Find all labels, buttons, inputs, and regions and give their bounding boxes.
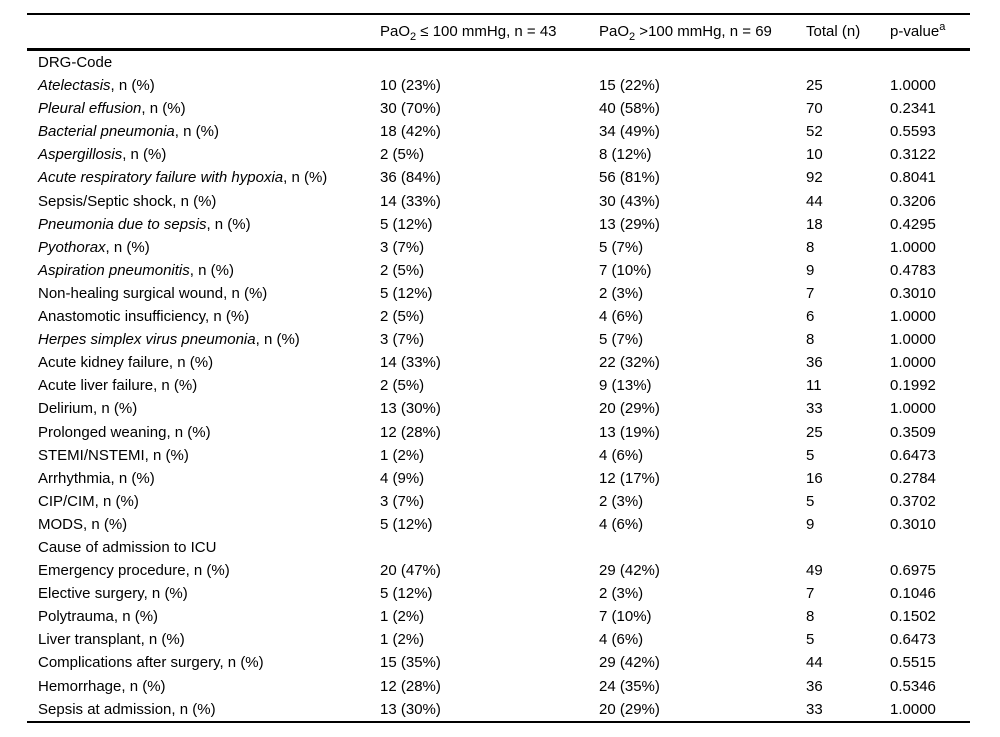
total-cell: 7 — [806, 284, 815, 302]
row-label-suffix: , n (%) — [172, 192, 217, 210]
group1-cell: 5 (12%) — [380, 585, 433, 603]
group2-cell: 13 (29%) — [599, 215, 660, 233]
table-row — [27, 582, 970, 605]
row-label — [27, 397, 380, 420]
group2-cell: 40 (58%) — [599, 100, 660, 118]
header-group2 — [599, 23, 806, 43]
group1-cell: 5 (12%) — [380, 284, 433, 302]
pvalue-cell: 0.2784 — [890, 469, 936, 487]
condition-name: Pyothorax — [38, 238, 106, 256]
header-pvalue-superscript: a — [939, 21, 946, 33]
total-cell: 33 — [806, 400, 823, 418]
total-cell: 25 — [806, 423, 823, 441]
group1-cell: 36 (84%) — [380, 169, 441, 187]
pvalue-cell: 0.3010 — [890, 515, 936, 533]
table-row — [27, 675, 970, 698]
header-group2-base: PaO — [599, 23, 630, 40]
group2-cell: 4 (6%) — [599, 515, 644, 533]
row-label-suffix: , n (%) — [122, 146, 167, 164]
group1-cell: 15 (35%) — [380, 654, 441, 672]
pvalue-cell: 0.8041 — [890, 169, 936, 187]
condition-name: Delirium — [38, 400, 94, 418]
total-cell: 92 — [806, 169, 823, 187]
group2-cell: 29 (42%) — [599, 562, 660, 580]
row-label — [27, 282, 380, 305]
table-row — [27, 559, 970, 582]
header-group2-subscript: 2 — [629, 31, 636, 43]
condition-name: Sepsis at admission — [38, 700, 172, 718]
total-cell: 70 — [806, 100, 823, 118]
total-cell: 7 — [806, 585, 815, 603]
row-label-suffix: , n (%) — [93, 400, 138, 418]
group2-cell: 7 (10%) — [599, 608, 652, 626]
row-label-suffix: , n (%) — [205, 308, 250, 326]
row-label-suffix: , n (%) — [223, 284, 268, 302]
header-pvalue-base: p-value — [890, 23, 940, 40]
row-label — [27, 559, 380, 582]
header-group1-base: PaO — [380, 23, 411, 40]
table-row — [27, 143, 970, 166]
group1-cell: 3 (7%) — [380, 492, 425, 510]
total-cell: 25 — [806, 77, 823, 95]
condition-name: Arrhythmia — [38, 469, 111, 487]
row-label-suffix: , n (%) — [105, 238, 150, 256]
section-label: DRG-Code — [38, 54, 113, 71]
group1-cell: 1 (2%) — [380, 446, 425, 464]
row-label — [27, 328, 380, 351]
pvalue-cell: 0.5593 — [890, 123, 936, 141]
row-label — [27, 513, 380, 536]
total-cell: 5 — [806, 631, 815, 649]
row-label — [27, 305, 380, 328]
group1-cell: 2 (5%) — [380, 377, 425, 395]
row-label — [27, 490, 380, 513]
condition-name: Herpes simplex virus pneumonia — [38, 331, 256, 349]
total-cell: 9 — [806, 515, 815, 533]
header-group2-rest: >100 mmHg, n = 69 — [635, 23, 772, 40]
pvalue-cell: 0.1502 — [890, 608, 936, 626]
pvalue-cell: 1.0000 — [890, 400, 936, 418]
total-cell: 5 — [806, 492, 815, 510]
group1-cell: 13 (30%) — [380, 400, 441, 418]
group1-cell: 3 (7%) — [380, 238, 425, 256]
group1-cell: 13 (30%) — [380, 700, 441, 718]
condition-name: MODS — [38, 515, 83, 533]
group1-cell: 1 (2%) — [380, 608, 425, 626]
section-header-row — [27, 51, 970, 74]
pvalue-cell: 0.2341 — [890, 100, 936, 118]
row-label-suffix: , n (%) — [283, 169, 328, 187]
condition-name: Complications after surgery — [38, 654, 220, 672]
header-total: Total (n) — [806, 23, 861, 40]
total-cell: 52 — [806, 123, 823, 141]
group2-cell: 5 (7%) — [599, 331, 644, 349]
group2-cell: 56 (81%) — [599, 169, 660, 187]
total-cell: 10 — [806, 146, 823, 164]
row-label-suffix: , n (%) — [219, 654, 264, 672]
total-cell: 44 — [806, 654, 823, 672]
condition-name: STEMI/NSTEMI — [38, 446, 145, 464]
total-cell: 11 — [806, 377, 822, 395]
group1-cell: 14 (33%) — [380, 354, 441, 372]
total-cell: 9 — [806, 261, 815, 279]
condition-name: Pneumonia due to sepsis — [38, 215, 207, 233]
row-label-suffix: , n (%) — [168, 354, 214, 372]
row-label-suffix: , n (%) — [255, 331, 300, 349]
row-label — [27, 675, 380, 698]
table-row — [27, 467, 970, 490]
group2-cell: 20 (29%) — [599, 700, 660, 718]
total-cell: 6 — [806, 308, 815, 326]
row-label — [27, 213, 380, 236]
pvalue-cell: 0.1046 — [890, 585, 936, 603]
row-label — [27, 421, 380, 444]
table-bottom-rule — [27, 721, 970, 723]
header-pvalue — [890, 23, 970, 40]
pvalue-cell: 0.5346 — [890, 677, 936, 695]
table-row — [27, 166, 970, 189]
pvalue-cell: 0.3206 — [890, 192, 936, 210]
table-row — [27, 282, 970, 305]
pvalue-cell: 0.6473 — [890, 446, 936, 464]
group1-cell: 1 (2%) — [380, 631, 425, 649]
pvalue-cell: 1.0000 — [890, 77, 936, 95]
row-label — [27, 166, 380, 189]
table-header-row — [27, 15, 970, 48]
clinical-outcomes-table — [27, 13, 970, 723]
group1-cell: 5 (12%) — [380, 215, 433, 233]
table-row — [27, 190, 970, 213]
table-row — [27, 513, 970, 536]
table-row — [27, 651, 970, 674]
row-label — [27, 444, 380, 467]
total-cell: 36 — [806, 677, 823, 695]
condition-name: Liver transplant — [38, 631, 141, 649]
row-label — [27, 374, 380, 397]
row-label-suffix: , n (%) — [83, 515, 128, 533]
total-cell: 33 — [806, 700, 823, 718]
section-header-row — [27, 536, 970, 559]
condition-name: Non-healing surgical wound — [38, 284, 224, 302]
group2-cell: 22 (32%) — [599, 354, 660, 372]
total-cell: 49 — [806, 562, 823, 580]
total-cell: 16 — [806, 469, 823, 487]
row-label-suffix: , n (%) — [110, 77, 155, 95]
group2-cell: 4 (6%) — [599, 308, 644, 326]
condition-name: Emergency procedure — [38, 562, 186, 580]
group1-cell: 12 (28%) — [380, 423, 441, 441]
pvalue-cell: 0.4295 — [890, 215, 936, 233]
group2-cell: 13 (19%) — [599, 423, 660, 441]
total-cell: 5 — [806, 446, 815, 464]
group2-cell: 2 (3%) — [599, 585, 644, 603]
table-row — [27, 698, 970, 721]
group2-cell: 15 (22%) — [599, 77, 660, 95]
row-label — [27, 259, 380, 282]
row-label — [27, 351, 380, 374]
row-label — [27, 74, 380, 97]
group1-cell: 10 (23%) — [380, 77, 441, 95]
condition-name: Sepsis/Septic shock — [38, 192, 173, 210]
pvalue-cell: 0.1992 — [890, 377, 936, 395]
group1-cell: 4 (9%) — [380, 469, 425, 487]
table-row — [27, 421, 970, 444]
section-label: Cause of admission to ICU — [38, 538, 217, 556]
row-label-suffix: , n (%) — [185, 562, 230, 580]
group2-cell: 24 (35%) — [599, 677, 660, 695]
table-row — [27, 120, 970, 143]
group2-cell: 4 (6%) — [599, 631, 644, 649]
condition-name: Acute kidney failure — [38, 354, 169, 372]
row-label-suffix: , n (%) — [113, 608, 159, 626]
condition-name: Prolonged weaning — [38, 423, 167, 441]
table-row — [27, 328, 970, 351]
condition-name: CIP/CIM — [38, 492, 95, 510]
condition-name: Acute respiratory failure with hypoxia — [38, 169, 284, 187]
pvalue-cell: 0.3702 — [890, 492, 936, 510]
group1-cell: 2 (5%) — [380, 308, 425, 326]
condition-name: Aspiration pneumonitis — [38, 261, 190, 279]
table-row — [27, 74, 970, 97]
total-cell: 18 — [806, 215, 823, 233]
condition-name: Anastomotic insufficiency — [38, 308, 206, 326]
row-label — [27, 190, 380, 213]
table-row — [27, 444, 970, 467]
pvalue-cell: 1.0000 — [890, 308, 936, 326]
row-label — [27, 628, 380, 651]
row-label — [27, 605, 380, 628]
row-label-suffix: , n (%) — [94, 492, 139, 510]
table-row — [27, 351, 970, 374]
row-label — [27, 698, 380, 721]
group1-cell: 5 (12%) — [380, 515, 433, 533]
condition-name: Bacterial pneumonia — [38, 123, 175, 141]
group2-cell: 7 (10%) — [599, 261, 652, 279]
table-row — [27, 605, 970, 628]
condition-name: Elective surgery — [38, 585, 144, 603]
condition-name: Acute liver failure — [38, 377, 154, 395]
pvalue-cell: 1.0000 — [890, 354, 936, 372]
table-row — [27, 490, 970, 513]
table-row — [27, 213, 970, 236]
group2-cell: 30 (43%) — [599, 192, 660, 210]
row-label-suffix: , n (%) — [110, 469, 155, 487]
group2-cell: 2 (3%) — [599, 284, 644, 302]
group2-cell: 8 (12%) — [599, 146, 652, 164]
group2-cell: 34 (49%) — [599, 123, 660, 141]
pvalue-cell: 0.5515 — [890, 654, 936, 672]
pvalue-cell: 1.0000 — [890, 238, 936, 256]
table-body — [27, 51, 970, 721]
row-label — [27, 236, 380, 259]
group1-cell: 2 (5%) — [380, 146, 425, 164]
group1-cell: 12 (28%) — [380, 677, 441, 695]
total-cell: 36 — [806, 354, 823, 372]
condition-name: Hemorrhage — [38, 677, 122, 695]
group2-cell: 4 (6%) — [599, 446, 644, 464]
row-label-suffix: , n (%) — [171, 700, 216, 718]
row-label — [27, 467, 380, 490]
pvalue-cell: 0.3509 — [890, 423, 936, 441]
group2-cell: 9 (13%) — [599, 377, 652, 395]
group2-cell: 2 (3%) — [599, 492, 644, 510]
total-cell: 8 — [806, 608, 815, 626]
header-group1 — [380, 23, 599, 43]
table-row — [27, 97, 970, 120]
row-label-suffix: , n (%) — [206, 215, 251, 233]
group1-cell: 3 (7%) — [380, 331, 425, 349]
table-row — [27, 305, 970, 328]
row-label-suffix: , n (%) — [121, 677, 166, 695]
row-label — [27, 143, 380, 166]
group1-cell: 18 (42%) — [380, 123, 441, 141]
group2-cell: 12 (17%) — [599, 469, 660, 487]
total-cell: 8 — [806, 238, 815, 256]
row-label — [27, 97, 380, 120]
total-cell: 8 — [806, 331, 815, 349]
pvalue-cell: 0.4783 — [890, 261, 936, 279]
row-label — [27, 651, 380, 674]
row-label-suffix: , n (%) — [144, 446, 189, 464]
table-row — [27, 397, 970, 420]
group1-cell: 14 (33%) — [380, 192, 441, 210]
group1-cell: 20 (47%) — [380, 562, 441, 580]
condition-name: Pleural effusion — [38, 100, 142, 118]
group2-cell: 29 (42%) — [599, 654, 660, 672]
group1-cell: 2 (5%) — [380, 261, 425, 279]
table-row — [27, 374, 970, 397]
group1-cell: 30 (70%) — [380, 100, 441, 118]
pvalue-cell: 1.0000 — [890, 331, 936, 349]
group2-cell: 5 (7%) — [599, 238, 644, 256]
total-cell: 44 — [806, 192, 823, 210]
row-label-suffix: , n (%) — [189, 261, 234, 279]
condition-name: Atelectasis — [38, 77, 111, 95]
row-label-suffix: , n (%) — [140, 631, 185, 649]
header-group1-subscript: 2 — [410, 31, 417, 43]
row-label-suffix: , n (%) — [143, 585, 188, 603]
row-label-suffix: , n (%) — [153, 377, 198, 395]
row-label-suffix: , n (%) — [141, 100, 186, 118]
condition-name: Aspergillosis — [38, 146, 123, 164]
pvalue-cell: 0.3010 — [890, 284, 936, 302]
table-row — [27, 259, 970, 282]
group2-cell: 20 (29%) — [599, 400, 660, 418]
condition-name: Polytrauma — [38, 608, 114, 626]
table-row — [27, 628, 970, 651]
pvalue-cell: 0.6975 — [890, 562, 936, 580]
row-label — [27, 582, 380, 605]
header-group1-rest: ≤ 100 mmHg, n = 43 — [416, 23, 557, 40]
pvalue-cell: 1.0000 — [890, 700, 936, 718]
pvalue-cell: 0.6473 — [890, 631, 936, 649]
table-row — [27, 236, 970, 259]
row-label-suffix: , n (%) — [166, 423, 211, 441]
pvalue-cell: 0.3122 — [890, 146, 936, 164]
row-label-suffix: , n (%) — [174, 123, 219, 141]
row-label — [27, 120, 380, 143]
